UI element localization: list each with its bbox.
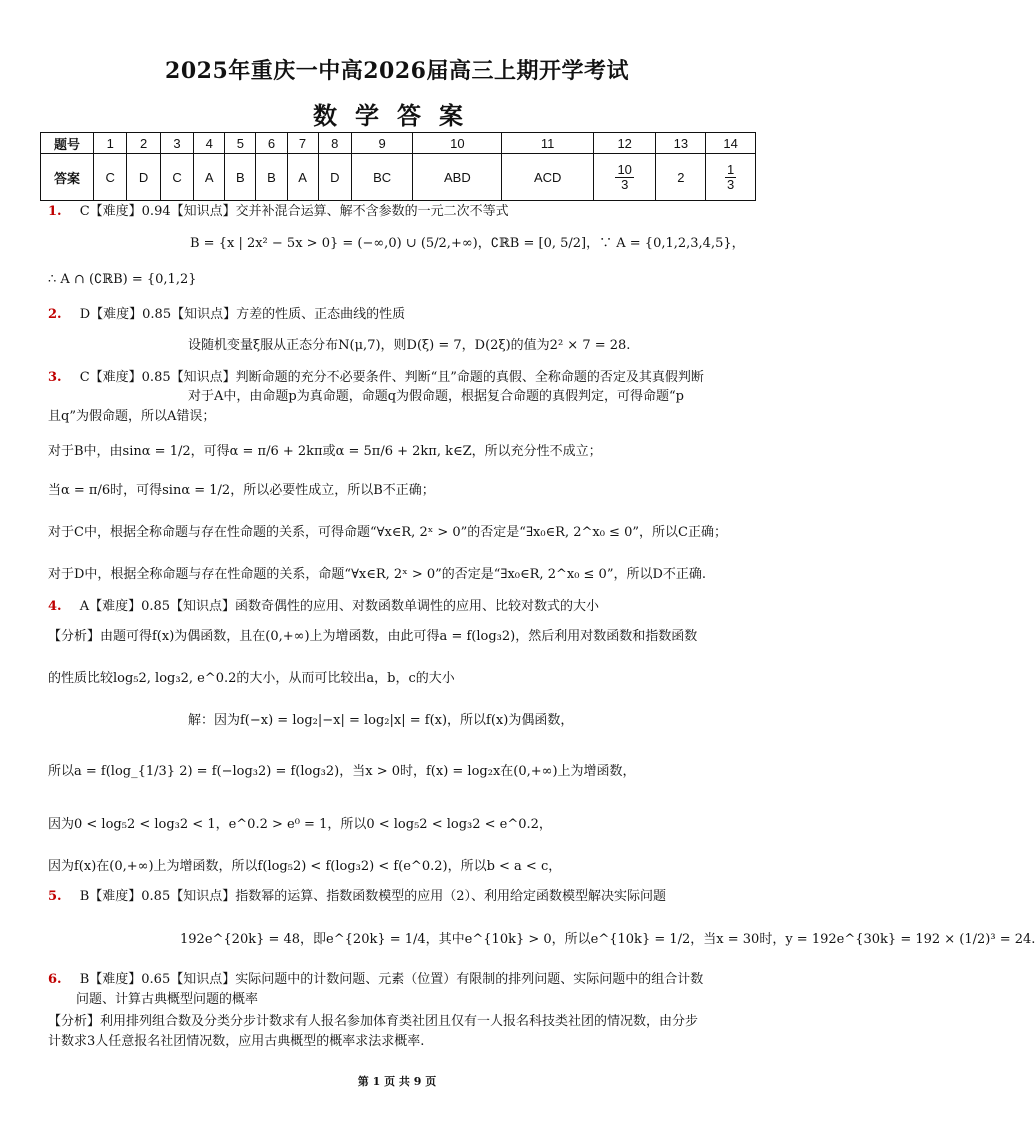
answer-cell: ABD <box>413 154 502 201</box>
answer-cell: C <box>160 154 193 201</box>
q4-solution-4: 因为f(x)在(0,+∞)上为增函数，所以f(log₅2) < f(log₃2) < f(e^0.2)，所以b < a < c， <box>48 859 562 874</box>
q5-body: 192e^{20k} = 48，即e^{20k} = 1/4，其中e^{10k} > 0，所以e^{10k} = 1/2，当x = 30时，y = 192e^{30k} = 192 × (1/2)³ = 24. <box>180 932 1035 947</box>
page-subtitle: 数学答案 <box>313 101 481 130</box>
question-number: 1. <box>48 204 62 219</box>
q1-formula: B = {x | 2x² − 5x > 0} = (−∞,0) ∪ (5/2,+∞)，∁ℝB = [0, 5/2]，∵ A = {0,1,2,3,4,5}， <box>190 236 745 251</box>
table-cell: 11 <box>502 133 593 154</box>
answer-cell: 2 <box>656 154 706 201</box>
q3-line-a2: 且q”为假命题，所以A错误； <box>48 409 216 424</box>
q3-line-c: 对于C中，根据全称命题与存在性命题的关系，可得命题“∀x∈R, 2ˣ > 0”的否定是“∃x₀∈R, 2^x₀ ≤ 0”，所以C正确； <box>48 525 727 540</box>
q4-solution-3: 因为0 < log₅2 < log₃2 < 1，e^0.2 > e⁰ = 1，所以0 < log₅2 < log₃2 < e^0.2， <box>48 817 552 832</box>
answer-cell: A <box>194 154 225 201</box>
q4-header <box>48 595 599 614</box>
answer-table <box>40 132 756 201</box>
question-number: 6. <box>48 972 62 987</box>
table-cell: 8 <box>318 133 351 154</box>
fraction: $\frac{10}{3}$ <box>617 161 632 192</box>
q4-solution-1: 解：因为f(−x) = log₂|−x| = log₂|x| = f(x)，所以f(x)为偶函数， <box>188 713 574 728</box>
q3-line-b2: 当α = π/6时，可得sinα = 1/2，所以必要性成立，所以B不正确； <box>48 483 435 498</box>
question-number-row <box>41 133 756 154</box>
answer-cell: BC <box>352 154 413 201</box>
table-cell: 3 <box>160 133 193 154</box>
answer-cell: ACD <box>502 154 593 201</box>
answer-cell: D <box>127 154 160 201</box>
row-label: 答案 <box>41 154 94 201</box>
q2-head: D【难度】0.85【知识点】方差的性质、正态曲线的性质 <box>79 307 406 322</box>
answer-cell: A <box>287 154 318 201</box>
question-number: 5. <box>48 889 62 904</box>
answer-row <box>41 154 756 201</box>
answer-cell: D <box>318 154 351 201</box>
table-cell: 4 <box>194 133 225 154</box>
answer-cell <box>593 154 656 201</box>
q4-solution-2: 所以a = f(log_{1/3} 2) = f(−log₃2) = f(log₃2)，当x > 0时，f(x) = log₂x在(0,+∞)上为增函数， <box>48 764 636 779</box>
table-cell: 1 <box>94 133 127 154</box>
q1-result: ∴ A ∩ (∁ℝB) = {0,1,2} <box>48 272 197 287</box>
q6-head-2: 问题、计算古典概型问题的概率 <box>76 992 259 1007</box>
fraction: $\frac{1}{3}$ <box>726 161 735 192</box>
q3-line-b: 对于B中，由sinα = 1/2，可得α = π/6 + 2kπ或α = 5π/6 + 2kπ, k∈Z，所以充分性不成立； <box>48 444 602 459</box>
q3-line-a1: 对于A中，由命题p为真命题，命题q为假命题，根据复合命题的真假判定，可得命题“p <box>188 389 685 404</box>
table-cell: 14 <box>706 133 756 154</box>
q4-analysis-1: 【分析】由题可得f(x)为偶函数，且在(0,+∞)上为增函数，由此可得a = f(log₃2)，然后利用对数函数和指数函数 <box>48 629 698 644</box>
answer-cell: B <box>256 154 287 201</box>
table-cell: 10 <box>413 133 502 154</box>
table-cell: 9 <box>352 133 413 154</box>
q5-head: B【难度】0.85【知识点】指数幂的运算、指数函数模型的应用（2）、利用给定函数模型解决实际问题 <box>79 889 666 904</box>
q4-head: A【难度】0.85【知识点】函数奇偶性的应用、对数函数单调性的应用、比较对数式的大小 <box>79 599 600 614</box>
q3-line-d: 对于D中，根据全称命题与存在性命题的关系，命题“∀x∈R, 2ˣ > 0”的否定是“∃x₀∈R, 2^x₀ ≤ 0”，所以D不正确. <box>48 567 707 582</box>
table-cell: 12 <box>593 133 656 154</box>
q6-header <box>48 968 703 987</box>
question-number: 3. <box>48 370 62 385</box>
q3-header <box>48 366 704 385</box>
table-cell: 13 <box>656 133 706 154</box>
question-number: 2. <box>48 307 62 322</box>
q1-head: C【难度】0.94【知识点】交并补混合运算、解不含参数的一元二次不等式 <box>79 204 509 219</box>
answer-cell: B <box>225 154 256 201</box>
answer-cell <box>706 154 756 201</box>
table-cell: 6 <box>256 133 287 154</box>
question-number: 4. <box>48 599 62 614</box>
q6-analysis-1: 【分析】利用排列组合数及分类分步计数求有人报名参加体育类社团且仅有一人报名科技类社团的情况数，由分步 <box>48 1014 699 1029</box>
q1-header <box>48 200 509 219</box>
q2-header <box>48 303 405 322</box>
table-cell: 7 <box>287 133 318 154</box>
q2-body: 设随机变量ξ服从正态分布N(μ,7)，则D(ξ) = 7，D(2ξ)的值为2² × 7 = 28. <box>188 338 631 353</box>
q5-header <box>48 885 666 904</box>
q6-head-1: B【难度】0.65【知识点】实际问题中的计数问题、元素（位置）有限制的排列问题、实际问题中的组合计数 <box>79 972 704 987</box>
q4-analysis-2: 的性质比较log₅2, log₃2, e^0.2的大小，从而可比较出a，b，c的大小 <box>48 671 455 686</box>
table-cell: 5 <box>225 133 256 154</box>
page-footer: 第 1 页 共 9 页 <box>357 1075 437 1088</box>
answer-cell: C <box>94 154 127 201</box>
table-cell: 2 <box>127 133 160 154</box>
page-title: 2025年重庆一中高2026届高三上期开学考试 <box>165 58 629 84</box>
q6-analysis-2: 计数求3人任意报名社团情况数，应用古典概型的概率求法求概率. <box>48 1034 425 1049</box>
row-label: 题号 <box>41 133 94 154</box>
q3-head: C【难度】0.85【知识点】判断命题的充分不必要条件、判断“且”命题的真假、全称命题的否定及其真假判断 <box>79 370 704 385</box>
